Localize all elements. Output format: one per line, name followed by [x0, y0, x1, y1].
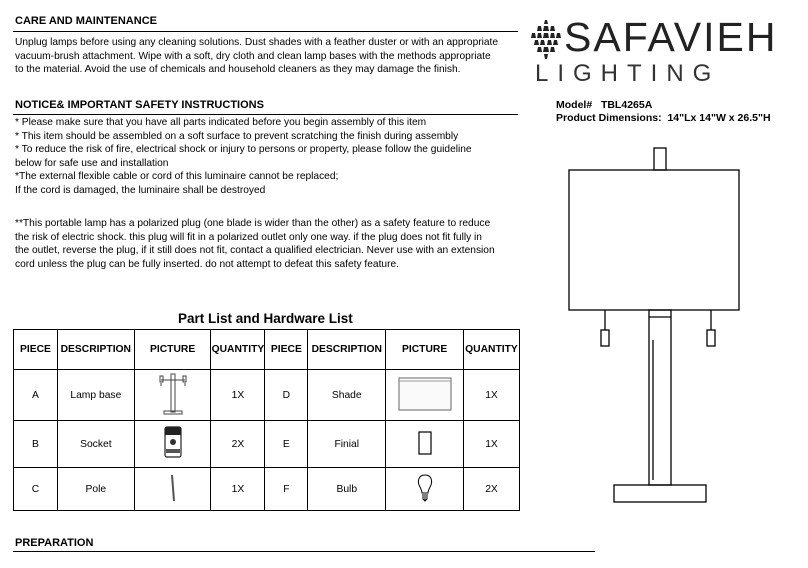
header-quantity: QUANTITY	[463, 330, 519, 370]
brand-name: SAFAVIEH	[564, 14, 778, 60]
header-piece: PIECE	[265, 330, 308, 370]
header-description: DESCRIPTION	[57, 330, 134, 370]
header-quantity: QUANTITY	[211, 330, 265, 370]
dims-value: 14"Lx 14"W x 26.5"H	[667, 112, 771, 124]
dims-label: Product Dimensions:	[556, 112, 662, 124]
picture-cell	[134, 421, 211, 468]
header-picture: PICTURE	[134, 330, 211, 370]
picture-cell	[386, 468, 464, 511]
notice-text	[15, 116, 525, 198]
piece-cell: D	[265, 370, 308, 421]
parts-title: Part List and Hardware List	[178, 311, 353, 326]
picture-cell	[134, 468, 211, 511]
piece-cell: B	[14, 421, 58, 468]
piece-cell: C	[14, 468, 58, 511]
picture-cell	[134, 370, 211, 421]
plug-line: the risk of electric shock. this plug will fit in a polarized outlet only one way. if the plug does not fit fully in	[15, 231, 482, 243]
model-value: TBL4265A	[600, 99, 653, 111]
header-picture: PICTURE	[386, 330, 464, 370]
header-description: DESCRIPTION	[308, 330, 386, 370]
lamp-shade-drawing	[569, 170, 739, 310]
notice-title: NOTICE& IMPORTANT SAFETY INSTRUCTIONS	[15, 99, 264, 111]
quantity-cell: 1X	[211, 370, 265, 421]
pull-chain-tab-left	[601, 330, 609, 346]
plug-note	[15, 217, 527, 271]
notice-line: *The external flexible cable or cord of this luminaire cannot be replaced;	[15, 171, 339, 183]
quantity-cell: 1X	[463, 370, 519, 421]
notice-line: * To reduce the risk of fire, electrical shock or injury to persons or property, please follow the guideline	[15, 144, 472, 156]
picture-cell	[386, 421, 464, 468]
care-text	[15, 36, 525, 77]
description-cell: Bulb	[308, 468, 386, 511]
care-line: Unplug lamps before using any cleaning solutions. Dust shades with a feather duster or with an appropriate	[15, 37, 499, 48]
quantity-cell: 1X	[463, 421, 519, 468]
quantity-cell: 1X	[211, 468, 265, 511]
bulb-icon	[415, 473, 435, 503]
care-divider	[13, 31, 518, 32]
lamp-finial-drawing	[654, 148, 666, 170]
description-cell: Shade	[308, 370, 386, 421]
notice-line: * This item should be assembled on a soft surface to prevent scratching the finish during assembly	[15, 130, 459, 142]
table-row	[14, 468, 520, 511]
model-label: Model#	[556, 99, 593, 111]
parts-table	[13, 329, 520, 511]
lamp-base-icon	[158, 372, 188, 416]
product-dimensions	[556, 112, 771, 125]
finial-icon	[417, 430, 433, 456]
preparation-title: PREPARATION	[15, 537, 94, 549]
description-cell: Socket	[57, 421, 134, 468]
care-line: vacuum-brush attachment. Wipe with a soft, dry cloth and clean lamp bases with the methods appropriate	[15, 50, 491, 62]
care-title: CARE AND MAINTENANCE	[15, 15, 157, 27]
header-piece: PIECE	[14, 330, 58, 370]
plug-line: the outlet, reverse the plug, if it still does not fit, contact a qualified electrician. Never use with an extension	[15, 245, 495, 257]
table-header-row	[14, 330, 520, 370]
chandelier-logo-icon	[528, 18, 564, 66]
description-cell: Finial	[308, 421, 386, 468]
preparation-divider	[13, 551, 595, 552]
notice-line: If the cord is damaged, the luminaire shall be destroyed	[15, 184, 266, 196]
piece-cell: E	[265, 421, 308, 468]
shade-icon	[397, 374, 453, 414]
notice-line: below for safe use and installation	[15, 157, 169, 169]
description-cell: Lamp base	[57, 370, 134, 421]
lamp-pole-drawing	[649, 310, 671, 485]
picture-cell	[386, 370, 464, 421]
lamp-base-drawing	[614, 485, 706, 502]
table-row	[14, 370, 520, 421]
care-line: to the material. Avoid the use of chemicals and household cleaners as they may damage the finish.	[15, 64, 461, 76]
pole-icon	[168, 473, 178, 503]
quantity-cell: 2X	[211, 421, 265, 468]
piece-cell: F	[265, 468, 308, 511]
plug-line: **This portable lamp has a polarized plug (one blade is wider than the other) as a safety feature to reduce	[15, 218, 491, 229]
pull-chain-tab-right	[707, 330, 715, 346]
notice-divider	[13, 114, 518, 115]
brand-subtitle: LIGHTING	[535, 60, 721, 87]
description-cell: Pole	[57, 468, 134, 511]
table-row	[14, 421, 520, 468]
lamp-illustration	[565, 140, 745, 520]
piece-cell: A	[14, 370, 58, 421]
notice-line: * Please make sure that you have all parts indicated before you begin assembly of this item	[15, 117, 427, 128]
socket-icon	[162, 425, 184, 461]
model-number	[556, 99, 652, 112]
plug-line: cord unless the plug can be fully inserted. do not attempt to defeat this safety feature.	[15, 258, 399, 270]
quantity-cell: 2X	[463, 468, 519, 511]
